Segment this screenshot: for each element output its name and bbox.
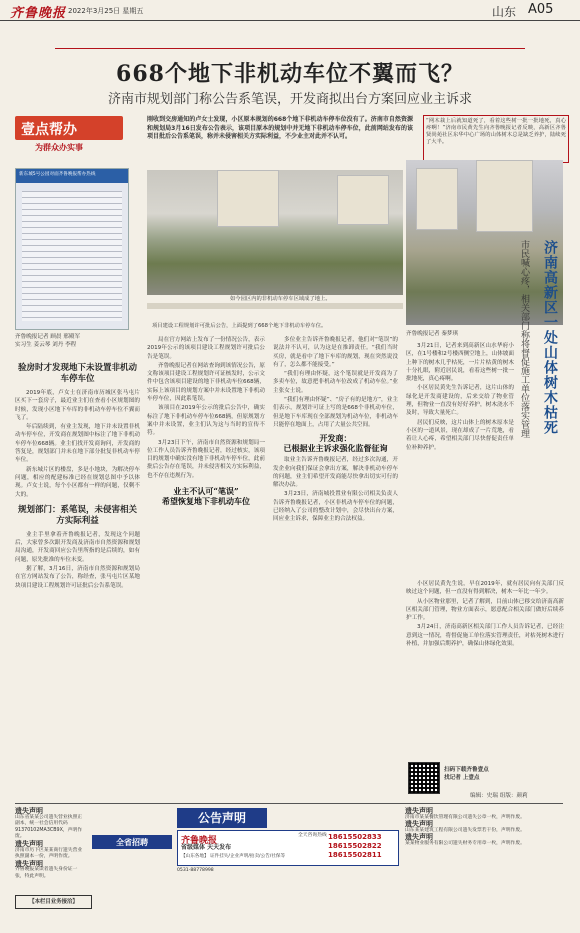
- ad-brand: 齐鲁晚报: [181, 836, 218, 846]
- qr-code-icon[interactable]: [408, 762, 440, 794]
- photo-caption-2: 项目建设工程规划许可批后公告，上面提到了668个地下非机动车停车位。: [152, 323, 327, 329]
- contact-box-label: 【本栏目业务接洽】: [29, 899, 78, 905]
- mid-body-a: [147, 336, 265, 480]
- paragraph: 年后陆续到，有业主发现，地下并未设置非机动车停车位，开发商在规划图中标注了地下非机动车停车位668辆。业主们找开发商询问，开发商的答复是，规划部门并未在地下部分批复非机动车停车位。: [15, 424, 140, 464]
- left-section-title-1: 验房时才发现地下未设置非机动车停车位: [17, 363, 137, 384]
- caption-divider: [147, 303, 403, 309]
- brand-logo: 壹点帮办: [21, 122, 77, 138]
- brand-block: [15, 116, 125, 154]
- paragraph: 小区居民黄先生告诉记者，这片山体的绿化是开发商建设的，后来交给了物业管理，但物业一直没有好好养护，树木浇水不及时，导致大量死亡。: [406, 385, 514, 417]
- recruit-heading: 全省招聘: [116, 837, 148, 847]
- mid-section-title-c: 开发商： 已根据业主诉求强化监督征询: [283, 433, 388, 454]
- right-credit: 齐鲁晚报记者 秦梦琪: [406, 331, 459, 337]
- classified-heading: 遗失声明: [405, 820, 433, 829]
- left-column: [15, 363, 140, 591]
- classified-text: 某某物业服务有限公司遗失财务专用章一枚，声明作废。: [405, 840, 525, 846]
- right-body-top: [406, 342, 514, 453]
- paragraph: 3月23日，济南城投置业有限公司相关负责人告诉齐鲁晚报记者，小区非机动车停车位的问题，已经纳入了公司的整改计划中，会尽快出台方案，回应业主诉求，保障业主的合法权益。: [273, 491, 398, 523]
- paragraph: 据了解，3月16日，济南市自然资源和规划局在官方网站发布了公告，称经查，张马屯片区某地块项目建设工程规划许可证批后公告系笔误。: [15, 566, 140, 589]
- classified-heading: 遗失声明: [15, 839, 43, 848]
- recruit-banner: [92, 835, 172, 849]
- paragraph: “我们有理由怀疑，这个笔误就是开发商为了多卖车位，故意把非机动车位改成了机动车位。”业主张女士说。: [273, 371, 398, 394]
- photo-caption-1: 如今园区内的非机动车停车区域成了地上。: [230, 296, 331, 302]
- notices-heading: 公告声明: [197, 811, 246, 825]
- paragraph: 齐鲁晚报记者在网站查询到该情况公告，原文称该项目建设工程规划许可证核发时，公示文件中包含该项目建设的地下非机动车位668辆，实际上该项目的规划方案中并未设置地下非机动车停车位，因此系笔误。: [147, 362, 265, 403]
- ad-line2: 【山东各地】 证件挂失/企业声明/拍卖/公告/社保等: [181, 854, 286, 859]
- classified-text: 济南市历下区某某商行遗失营业执照副本一份，声明作废。: [15, 847, 83, 860]
- qr-caption: 扫码下载齐鲁壹点 找记者 上壹点: [444, 767, 489, 781]
- mid-body-b: [273, 336, 398, 429]
- mid-column-b: [273, 336, 398, 525]
- paragraph: 3月24日，济南高新区相关部门工作人员告诉记者，已经注意到这一情况，将督促施工单位落实管理责任，对枯死树木进行补植，并加强后期养护，确保山体绿化效果。: [406, 624, 564, 648]
- hotline-phone: 18615502811: [328, 851, 382, 859]
- newspaper-logo: 齐鲁晚报: [10, 6, 67, 21]
- classified-text: 齐鲁晚报某读者遗失身份证一张，特此声明。: [15, 867, 78, 879]
- ad-box: [177, 830, 399, 866]
- paragraph: 小区居民黄先生说，早在2019年，就有居民向有关部门反映过这个问题，但一直没有得到解决，树木一年比一年少。: [406, 581, 564, 596]
- left-credit: 齐鲁晚报记者 顾晨 邢殿军 实习生 姜云琴 刘丹 李程: [15, 334, 81, 348]
- classifieds-left: [15, 808, 85, 881]
- classified-heading: 遗失声明: [405, 807, 433, 815]
- left-section-body-2: [15, 531, 140, 590]
- contact-box: [15, 895, 92, 909]
- building-shape: [476, 160, 533, 232]
- mid-body-c: [273, 456, 398, 523]
- page-number: A05: [528, 2, 554, 17]
- mid-column-a: [147, 336, 265, 506]
- paragraph: 3月23日下午，济南市自然资源和规划局一位工作人员告诉齐鲁晚报记者，经过核实，该项目的规划中确实没有地下非机动车停车位，此前批后公告存在笔误，并未侵害相关方实际利益，也不存在违规行为。: [147, 439, 265, 479]
- phone2-line: [177, 868, 397, 875]
- paragraph: 从小区物业那里，记者了解到，目前山体已移交给济南高新区相关部门管理，物业方面表示，愿意配合相关部门做好后续养护工作。: [406, 598, 564, 622]
- pull-quote: “网木栽上后就知道死了，看着这些树一批一批地死，真心疼啊！”济南市民黄先生向齐鲁晚报记者反映，高新区齐鲁贤尚苑社区东华中心广场的山体树木总是缺乏养护，陆续死了大半。: [423, 115, 569, 163]
- mid-section-title-b: 业主不认可“笔误” 希望恢复地下非机动车位: [162, 486, 250, 507]
- bike-area-photo: [147, 170, 403, 295]
- hotline-phone: 18615502822: [328, 842, 382, 850]
- right-body-bottom: [406, 580, 564, 649]
- hotline-label: 全天咨询热线: [298, 833, 327, 838]
- paragraph: 取业主告诉齐鲁晚报记者，经过多次沟通，开发企业向我们保证会拿出方案，解决非机动车停车的问题，业主们希望开发商能尽快拿出切实可行的解决办法。: [273, 457, 398, 489]
- lead-paragraph: 刚收到交房通知的卢女士发现，小区原本规划的668个地下非机动车停车位没有了。济南市自然资源和规划局3月16日发布公告表示，该项目原本的规划中并无地下非机动车停车位，此前网站发布的该项目批后公告系笔误，称并未侵害相关方实际利益，不少业主对此并不认可。: [147, 116, 413, 141]
- paragraph: 2019年底，卢女士在济南市历城区张马屯片区买下一套房子，最近业主们在查看小区规划图的时候，发现小区地下车库的非机动车停车位不翼而飞了。: [15, 390, 140, 421]
- building-shape: [337, 175, 389, 225]
- hotline-phone: 18615502833: [328, 833, 382, 841]
- issue-date: 2022年3月25日 星期五: [68, 7, 144, 15]
- paragraph: 居民们反映，这片山体上的树木原本是小区的一道风景，现在却成了一片荒地，看着让人心疼，希望相关部门尽快督促责任单位补种养护。: [406, 419, 514, 451]
- classified-text: 山东某某建筑工程有限公司遗失发票若干份，声明作废。: [405, 827, 525, 833]
- paragraph: 局在官方网站上发布了一份情况公告，表示2019年公示的该项目建设工程规划许可批后公告是笔误。: [147, 337, 265, 360]
- classified-text: 济南市某某餐饮管理有限公司遗失公章一枚，声明作废。: [405, 814, 525, 820]
- classified-heading: 遗失声明: [405, 833, 433, 842]
- paragraph: 该项目在2019年公示的批后公告中，确实标注了地下非机动车停车位668辆，但原规划方案中并未设置，业主们认为这与当时的宣传不符。: [147, 405, 265, 437]
- headline: 668个地下非机动车位不翼而飞？: [116, 61, 464, 87]
- ad-top-rule: [15, 803, 563, 804]
- paragraph: 新东城片区的楼盘，多是小地块，为解决停车问题，相应的配建标准已经在规划总图中予以体现。卢女士说，每个小区都有一样的问题，仅剩不大的。: [15, 466, 140, 498]
- building-shape: [416, 168, 458, 230]
- paragraph: “我们有理由怀疑”、“房子有的是地方”，业主们表示，规划许可证上写的是668个非机动车位，但是地下车库现在全部规划为机动车位，非机动车只能停在地面上，占用了大量公共空间。: [273, 397, 398, 428]
- page-editor-credit: 编辑：史瑞 组版：颜莉: [470, 793, 528, 799]
- doc-table: [22, 191, 122, 321]
- classified-text: 山东省某某公司遗失营业执照正副本，统一社会信用代码91370102MA3CB9X，声明作废。: [15, 814, 83, 840]
- classifieds-right: [405, 808, 563, 848]
- headline-rule: [55, 48, 525, 49]
- classified-heading: 遗失声明: [15, 807, 43, 815]
- doc-header-text: 新东城5号公园对面齐鲁晚报帮办热线: [19, 172, 96, 177]
- left-section-title-2: 规划部门：系笔误，未侵害相关方实际利益: [17, 504, 137, 526]
- paragraph: 多位业主告诉齐鲁晚报记者，他们对“笔误”的说法并不认可，认为这是在推卸责任。“我们当时买房，就是看中了地下车库的规划，现在突然说没有了，怎么都不能接受。”: [273, 337, 398, 368]
- section-name: 山东: [492, 5, 517, 19]
- right-vertical-subtitle: 市民喊心疼，相关部门称将督促施工单位落实管理: [519, 240, 529, 438]
- notice-document-image: [15, 168, 129, 330]
- brand-slogan: 为群众办实事: [35, 142, 83, 152]
- right-vertical-title: 济南高新区一处山体树木枯死: [542, 240, 558, 435]
- paragraph: 业主手里拿着齐鲁晚报记者，发现这个问题后，大家曾多次跟开发商及济南市自然资源和规划局沟通，开发商回应公告里所指的是后续的，如有问题，原先批准的车位未变。: [15, 531, 140, 563]
- notices-banner: [177, 808, 267, 828]
- building-shape: [217, 170, 279, 227]
- ad-line1: 省级媒体 天天发布: [181, 844, 232, 851]
- subheadline: 济南市规划部门称公告系笔误，开发商拟出台方案回应业主诉求: [107, 92, 472, 107]
- classified-heading: 遗失声明: [15, 859, 43, 868]
- phone2: 0531-88778998: [177, 868, 214, 873]
- left-section-body-1: [15, 389, 140, 499]
- paragraph: 3月21日，记者来到高新区山水华府小区，在1号楼和2号楼西侧空地上，山体坡面上种下的树木几乎枯死，一片片枯黄的树木十分扎眼，附近居民说，看着这些树一批一批地死，真心疼啊。: [406, 343, 514, 383]
